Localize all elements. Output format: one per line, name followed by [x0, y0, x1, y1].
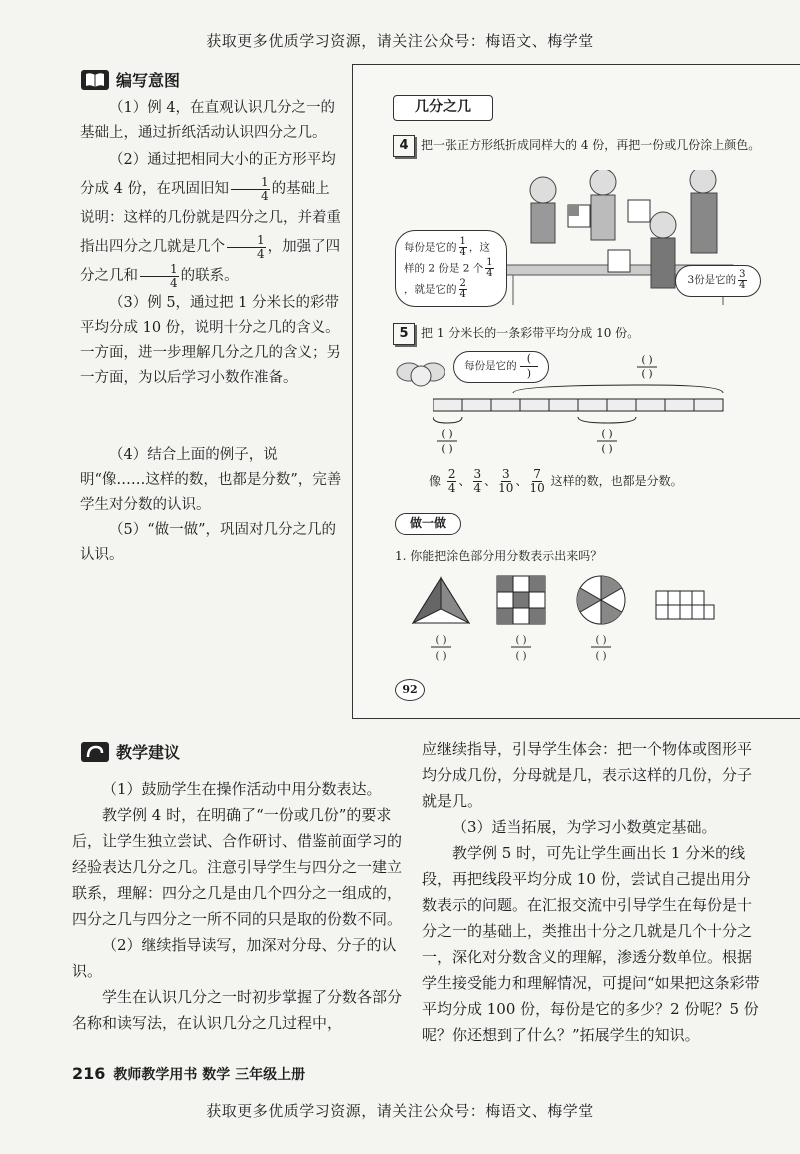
svg-text:( ): ( ): [595, 635, 607, 646]
section-title-text: 编写意图: [116, 71, 181, 90]
intent-p4: （4）结合上面的例子，说明“像……这样的数，也都是分数”，完善学生对分数的认识。: [80, 447, 342, 513]
svg-text:( ): ( ): [515, 651, 527, 662]
advice-s2-para: 学生在认识几分之一时初步掌握了分数各部分名称和读写法，在认识几分之几过程中，: [72, 988, 403, 1032]
svg-text:( ): ( ): [641, 355, 653, 366]
page-footer: [72, 1064, 305, 1084]
intent-p2: （2）通过把相同大小的正方形平均分成 4 份，在巩固旧知 $\frac{1}{4}$ 的基础上说明：这样的几份就是四分之几，并着重指出四分之几就是几个 $\frac{1}{4}$ ，加强了四分之几和 $\frac{1}{4}$ 的联系。: [80, 152, 341, 290]
svg-text:( ): ( ): [435, 635, 447, 646]
section-title-intent: [80, 68, 180, 91]
textbook-page-number: 92: [395, 679, 425, 701]
advice-r1: 应继续指导，引导学生体会：把一个物体或图形平均分成几份，分母就是几，表示这样的几份，分子就是几。: [422, 740, 753, 810]
advice-left-column: [72, 776, 406, 1036]
section-title-text: 教学建议: [116, 743, 181, 762]
example-5: [393, 323, 783, 345]
svg-text:( ): ( ): [641, 369, 653, 380]
section-title-advice: [80, 740, 180, 763]
svg-text:( ): ( ): [441, 429, 453, 440]
practice-shapes: [411, 573, 721, 663]
svg-text:( ): ( ): [441, 444, 453, 455]
advice-s3-para: 教学例 5 时，可先让学生画出长 1 分米的线段，再把线段平均分成 10 份，尝试自己提出用分数表示的问题。在汇报交流中引导学生在每份是十分之一的基础上，类推出十分之几就是几个十分之一，深化对分数含义的理解，渗透分数单位。根据学生接受能力和理解情况，可提问“如果把这条彩带平均分成 100 份，每份是它的多少？2 份呢？5 份呢？你还想到了什么？”拓展学生的知识。: [422, 844, 760, 1044]
advice-s1-para: 教学例 4 时，在明确了“一份或几份”的要求后，让学生独立尝试、合作研讨、借鉴前面学习的经验表达几分之几。注意引导学生与四分之一建立联系，理解：四分之几是由几个四分之一组成的，四分之几与四分之一所不同的只是取的份数不同。: [72, 806, 403, 928]
svg-text:( ): ( ): [435, 651, 447, 662]
practice-question-1: 1. 你能把涂色部分用分数表示出来吗？: [395, 549, 603, 563]
advice-s2: （2）继续指导读写，加深对分母、分子的认识。: [72, 936, 397, 980]
example-4: [393, 135, 783, 157]
advice-s1: （1）鼓励学生在操作活动中用分数表达。: [102, 780, 382, 798]
textbook-page: [352, 64, 800, 719]
intent-p3: （3）例 5，通过把 1 分米长的彩带平均分成 10 份，说明十分之几的含义。一方面，进一步理解几分之几的含义；另一方面，为以后学习小数作准备。: [80, 295, 341, 386]
book-title: 教师教学用书 数学 三年级上册: [113, 1067, 306, 1083]
advice-s3: （3）适当拓展，为学习小数奠定基础。: [452, 818, 717, 836]
speech-bubble-3: 每份是它的 ( ): [453, 351, 549, 383]
intent-p1: （1）例 4，在直观认识几分之一的基础上，通过折纸活动认识四分之几。: [80, 100, 336, 141]
like-fractions-sentence: 像 $\frac{2}{4}$ 、 $\frac{3}{4}$ 、 $\frac{3}{10}$ 、 $\frac{7}{10}$ 这样的数，也都是分数。: [429, 467, 683, 495]
svg-text:( ): ( ): [601, 444, 613, 455]
practice-header: 做一做: [395, 513, 461, 535]
teaching-icon: [80, 741, 110, 763]
lesson-header: 几分之几: [393, 95, 493, 121]
ribbon-diagram: [433, 355, 733, 465]
fraction: $\frac{1}{4}$: [140, 263, 179, 290]
intent-p5: （5）“做一做”，巩固对几分之几的认识。: [80, 522, 337, 563]
fraction: $\frac{1}{4}$: [231, 176, 270, 203]
speech-bubble-1: 每份是它的 $\frac{1}{4}$ ，这样的 2 份是 2 个 $\frac{1}{4}$ ，就是它的 $\frac{2}{4}$: [395, 230, 507, 307]
svg-text:( ): ( ): [515, 635, 527, 646]
page-number: 216: [72, 1064, 106, 1083]
advice-right-column: [422, 736, 760, 1048]
fraction: $\frac{1}{4}$: [227, 234, 266, 261]
book-icon: [80, 69, 110, 91]
svg-text:( ): ( ): [601, 429, 613, 440]
svg-text:( ): ( ): [595, 651, 607, 662]
example-text: 把 1 分米长的一条彩带平均分成 10 份。: [421, 326, 640, 340]
speech-bubble-2: 3份是它的 $\frac{3}{4}$: [675, 265, 761, 297]
top-banner: 获取更多优质学习资源，请关注公众号：梅语文、梅学堂: [206, 32, 594, 50]
example-number: 5: [393, 323, 415, 345]
intent-text: [80, 96, 342, 568]
example-number: 4: [393, 135, 415, 157]
example-text: 把一张正方形纸折成同样大的 4 份，再把一份或几份涂上颜色。: [421, 138, 761, 152]
bottom-banner: 获取更多优质学习资源，请关注公众号：梅语文、梅学堂: [206, 1102, 594, 1120]
